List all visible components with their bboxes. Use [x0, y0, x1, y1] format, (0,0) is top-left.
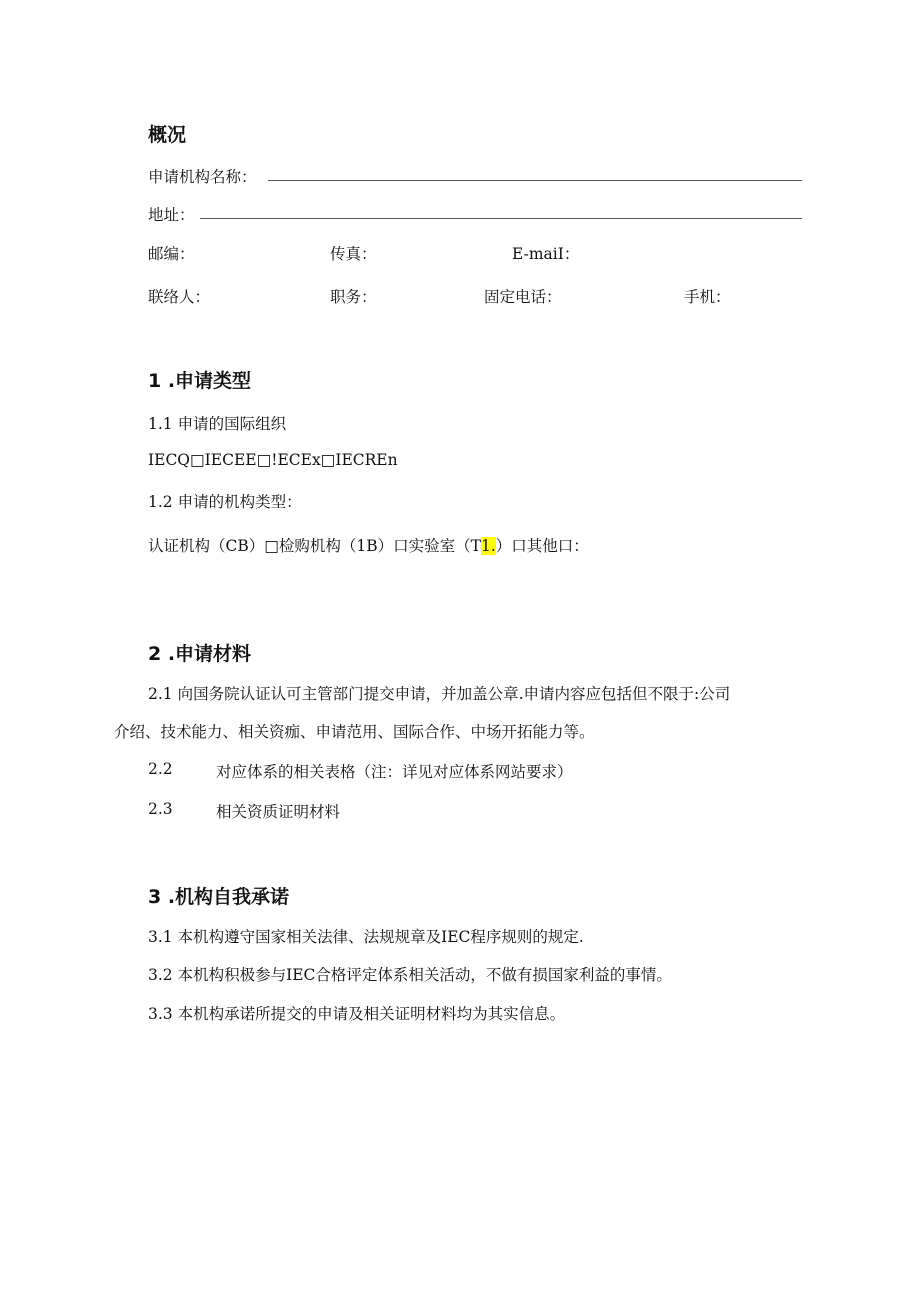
item-1-2: 1.2 申请的机构类型： [148, 493, 302, 511]
item-3-1: 3.1 本机构遵守国家相关法律、法规规章及IEC程序规则的规定. [148, 928, 584, 946]
section1-title: 1 .申请类型 [148, 370, 252, 392]
item-2-3-number: 2.3 [148, 800, 173, 818]
item-1-1: 1.1 申请的国际组织 [148, 415, 287, 433]
org-name-field[interactable] [268, 180, 802, 181]
phone-label: 固定电话： [484, 288, 562, 306]
item-2-2-text: 对应体系的相关表格（注：详见对应体系网站要求） [216, 763, 573, 781]
item-3-3: 3.3 本机构承诺所提交的申请及相关证明材料均为其实信息。 [148, 1005, 566, 1023]
item-3-2: 3.2 本机构积极参与IEC合格评定体系相关活动，不做有损国家利益的事情。 [148, 966, 672, 984]
item-2-3-text: 相关资质证明材料 [216, 803, 341, 821]
type-options-part-a: 认证机构（CB）□检购机构（1B）口实验室（T [148, 537, 481, 555]
section2-title: 2 .申请材料 [148, 643, 252, 665]
email-label: E-maiI： [512, 245, 580, 263]
fax-label: 传真： [330, 245, 377, 263]
mobile-label: 手机： [684, 288, 731, 306]
item-2-1-line1: 2.1 向国务院认证认可主管部门提交申请，并加盖公章.申请内容应包括但不限于:公司 [148, 685, 731, 703]
type-options [148, 534, 589, 556]
item-2-1-line2: 介绍、技术能力、相关资痂、申请范用、国际合作、中场开拓能力等。 [114, 723, 595, 741]
org-name-label: 申请机构名称： [148, 168, 257, 186]
postcode-label: 邮编： [148, 245, 195, 263]
overview-title: 概况 [148, 124, 187, 146]
contact-label: 联络人： [148, 288, 211, 306]
section3-title: 3 .机构自我承诺 [148, 886, 290, 908]
item-2-2-number: 2.2 [148, 760, 173, 778]
position-label: 职务： [330, 288, 377, 306]
address-label: 地址： [148, 206, 195, 224]
type-options-highlight: 1. [481, 537, 496, 555]
address-field[interactable] [200, 218, 802, 219]
type-options-part-b: ）口其他口： [495, 537, 589, 555]
org-options: IECQ□IECEE□!ECEx□IECREn [148, 451, 398, 469]
